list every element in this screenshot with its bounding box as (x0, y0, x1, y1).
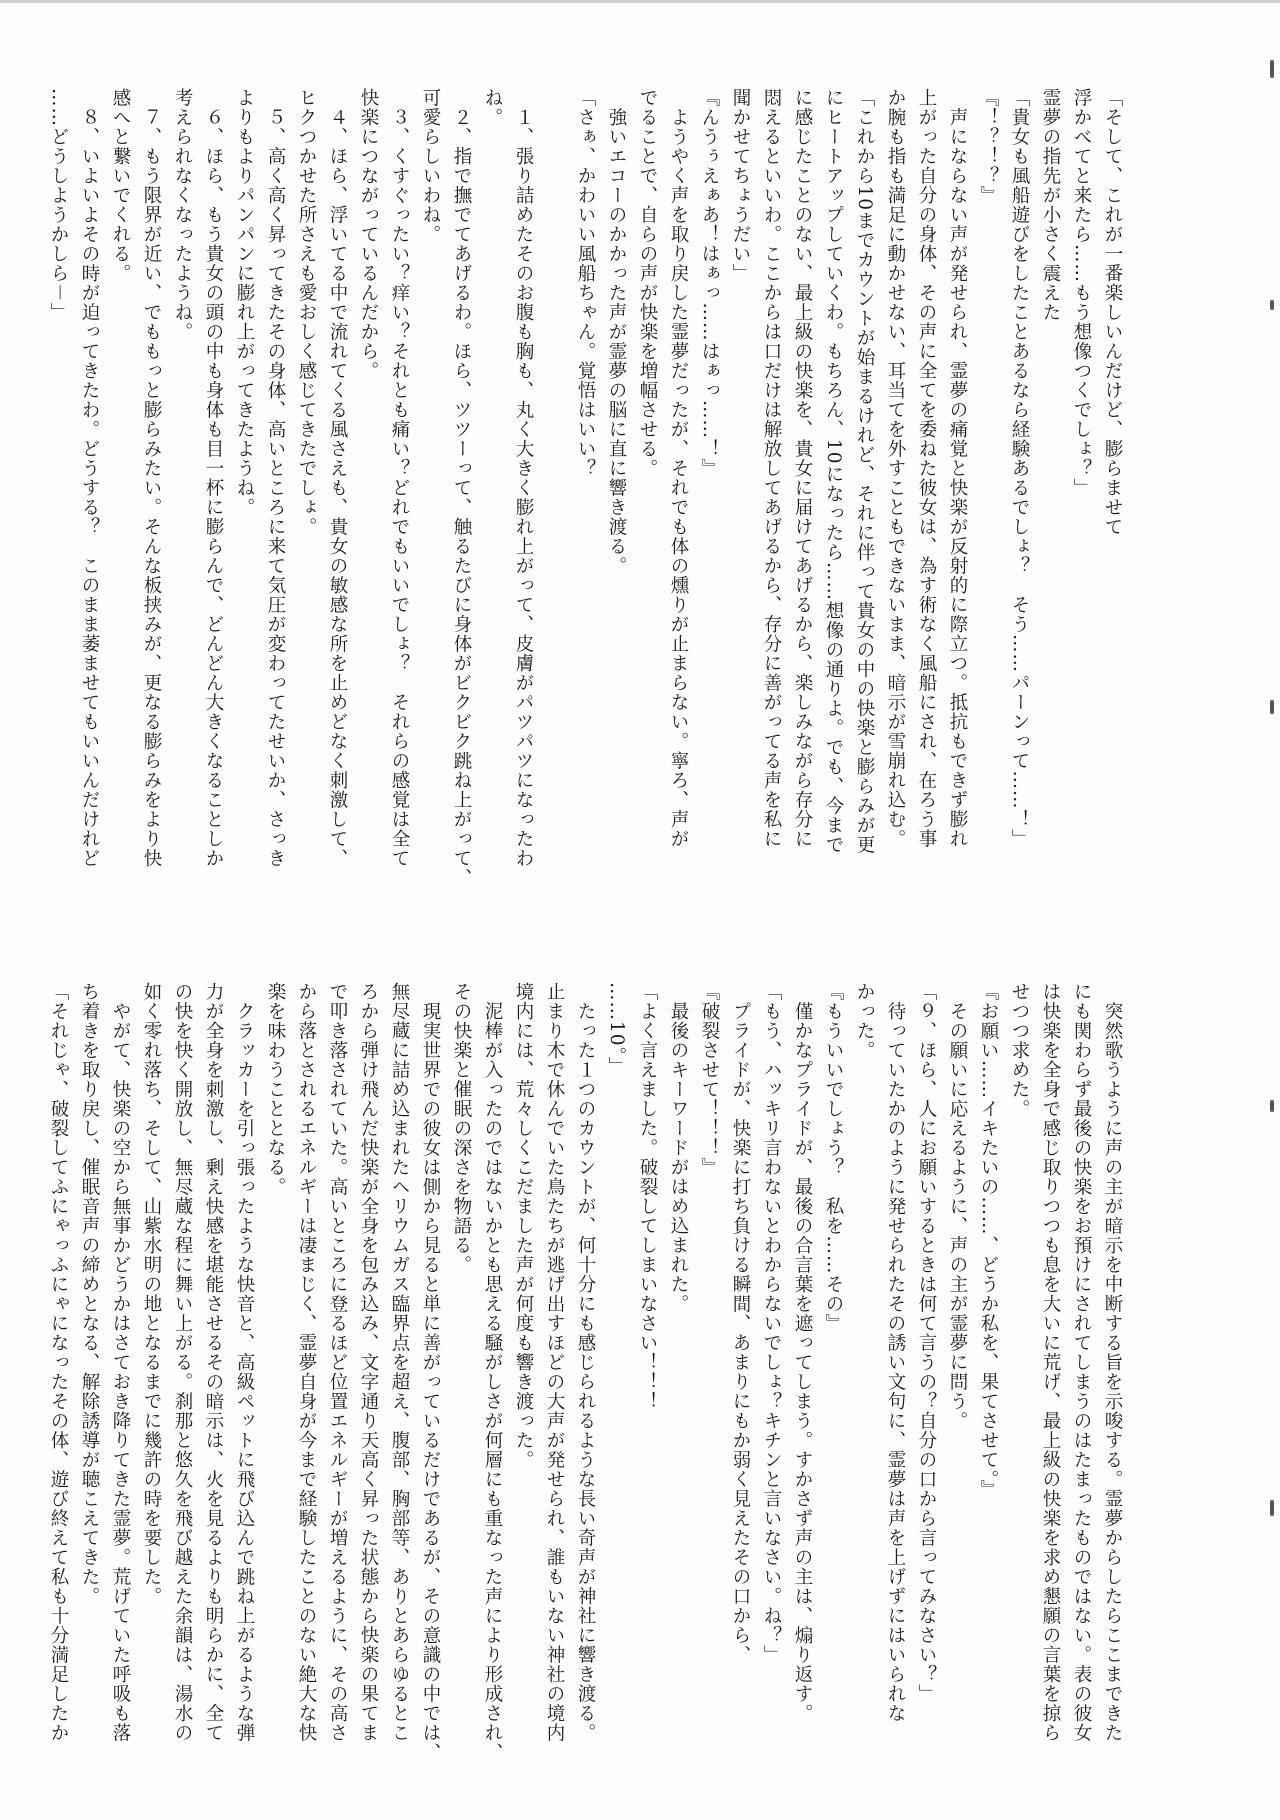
text-line: 泥棒が入ったのではないかとも思える騒がしさが何層にも重なった声により形成され、 (482, 982, 503, 1762)
text-line: やがて、快楽の空から無事かどうかはさておき降りてきた霊夢。荒げていた呼吸も落 (110, 982, 131, 1743)
text-line: よりもよりパンパンに膨れ上がってきたようね。 (234, 88, 255, 517)
text-line: 「もう、ハッキリ言わないとわからないでしょ？キチンと言いなさい。ね？」 (761, 982, 782, 1665)
text-line: でることで、自らの声が快楽を増幅させる。 (637, 88, 658, 478)
text-line: 考えられなくなったようね。 (172, 88, 193, 342)
text-line: に感じたことのない、最上級の快楽を、貴女に届けてあげるから、楽しみながら存分に (792, 88, 813, 849)
text-line: プライドが、快楽に打ち負ける瞬間、あまりにもか弱く見えたその口から、 (730, 982, 751, 1665)
text-line: 『お願い……イキたいの……、どうか私を、果てさせて。』 (978, 982, 999, 1500)
text-line: 感へと繋いでくれる。 (110, 88, 131, 283)
text-line: ち着きを取り戻し、催眠音声の締めとなる、解除誘導が聴こえてきた。 (79, 982, 100, 1606)
text-line: から落とされるエネルギーは凄まじく、霊夢自身が今まで経験したことのない絶大な快 (296, 982, 317, 1743)
text-line: ろから弾け飛んだ快楽が全身を包み込み、文字通り天高く昇った状態から快楽の果てま (358, 982, 379, 1743)
scan-top-edge (0, 0, 1280, 3)
text-line: 待っていたかのように発せられたその誘い文句に、霊夢は声を上げずにはいられな (885, 982, 906, 1723)
text-line: 力が全身を刺激し、剰え快感を堪能させるその暗示は、火を見るよりも明らかに、全て (203, 982, 224, 1743)
text-line: 止まり木で休んでいた鳥たちが逃げ出すほどの大声が発せられ、誰もいない神社の境内 (544, 982, 565, 1743)
text-line: 『もういいでしょう？ 私を……その』 (823, 982, 844, 1333)
text-line: ……どうしようかしら－」 (48, 88, 69, 323)
text-line: 「そして、これが一番楽しいんだけど、膨らませて (1102, 88, 1123, 537)
text-line: ２、指で撫でてあげるわ。ほら、ツツーって、触るたびに身体がビクビク跳ね上がって、 (451, 88, 472, 888)
text-line: その願いに応えるように、声の主が霊夢に問う。 (947, 982, 968, 1431)
text-line: 「９、ほら、人にお願いするときは何て言うの？自分の口から言ってみなさい？」 (916, 982, 937, 1704)
scan-edge-mark (1270, 1500, 1274, 1516)
text-line: 『破裂させて！！！』 (699, 982, 720, 1177)
text-line: 如く零れ落ち、そして、山紫水明の地となるまでに幾許の時を要した。 (141, 982, 162, 1606)
text-line: の快を快く開放し、無尽蔵な程に舞い上がる。刹那と悠久を飛び越えた余韻は、湯水の (172, 982, 193, 1743)
text-line: ヒクつかせた所さえも愛おしく感じてきたでしょ。 (296, 88, 317, 537)
text-line: ３、くすぐったい？痒い？それとも痛い？どれでもいいでしょ？ それらの感覚は全て (389, 88, 410, 868)
text-line: かった。 (854, 982, 875, 1060)
text-line: 『！？！？』 (978, 88, 999, 205)
text-line: 「よく言えました。破裂してしまいなさい！！！ (637, 982, 658, 1411)
text-line: その快楽と催眠の深さを物語る。 (451, 982, 472, 1275)
text-line (539, 88, 570, 868)
text-line: にも関わらず最後の快楽をお預けにされてしまうのはたまったものではない。表の彼女 (1071, 982, 1092, 1743)
text-line: ……10。」 (606, 982, 627, 1077)
text-line: 霊夢の指先が小さく震えた (1040, 88, 1061, 322)
text-line: 僅かなプライドが、最後の合言葉を遮ってしまう。すかさず声の主は、煽り返す。 (792, 982, 813, 1723)
text-line: 『んうぅえぁあ！はぁっ……はぁっ……！』 (699, 88, 720, 478)
scan-edge-mark (1270, 700, 1274, 714)
text-line: 無尽蔵に詰め込まれたヘリウムガス臨界点を超え、腹部、胸部等、ありとあらゆるとこ (389, 982, 410, 1743)
scan-edge-mark (1270, 1100, 1274, 1112)
text-line: たった１つのカウントが、何十分にも感じられるような長い奇声が神社に響き渡る。 (575, 982, 596, 1743)
text-line: 悶えるといいわ。ここからは口だけは解放してあげるから、存分に善がってる声を私に (761, 88, 782, 849)
text-line: は快楽を全身で感じ取りつつも息を大いに荒げ、最上級の快楽を求め懇願の言葉を掠ら (1040, 982, 1061, 1743)
text-line: 上がった自分の身体、その声に全てを委ねた彼女は、為す術なく風船にされ、在ろう事 (916, 88, 937, 849)
text-line: ５、高く高く昇ってきたその身体、高いところに来て気圧が変わってたせいか、さっき (265, 88, 286, 868)
text-line: ６、ほら、もう貴女の頭の中も身体も目一杯に膨らんで、どんどん大きくなることしか (203, 88, 224, 868)
text-line: 「貴女も風船遊びをしたことあるなら経験あるでしょ？ そう……パーンって……！」 (1009, 88, 1030, 849)
text-line: 境内には、荒々しくこだました声が何度も響き渡った。 (513, 982, 534, 1470)
text-line: 最後のキーワードがはめ込まれた。 (668, 982, 689, 1314)
text-line: 強いエコーのかかった声が霊夢の脳に直に響き渡る。 (606, 88, 627, 576)
scan-edge-mark (1270, 60, 1274, 78)
text-line: ようやく声を取り戻した霊夢だったが、それでも体の燻りが止まらない。寧ろ、声が (668, 88, 689, 849)
text-line: 浮かべてと来たら……もう想像つくでしょ？」 (1071, 88, 1092, 498)
text-line: 聞かせてちょうだい」 (730, 88, 751, 283)
text-line: 現実世界での彼女は側から見ると単に善がっているだけであるが、その意識の中では、 (420, 982, 441, 1762)
text-line: せつつ求めた。 (1009, 982, 1030, 1119)
text-line: 快楽につながっているんだから。 (358, 88, 379, 381)
text-line: 「それじゃ、破裂してふにゃっふにゃになったその体、遊び終えて私も十分満足したか (48, 982, 69, 1743)
text-line: 「さぁ、かわいい風船ちゃん。覚悟はいい？ (575, 88, 596, 478)
text-line: ４、ほら、浮いてる中で流れてくる風さえも、貴女の敏感な所を止めどなく刺激して、 (327, 88, 348, 868)
text-line: クラッカーを引っ張ったような快音と、高級ペットに飛び込んで跳ね上がるような弾 (234, 982, 255, 1743)
upper-text-column (48, 88, 1128, 888)
scan-edge-mark (1270, 300, 1274, 310)
text-line: 楽を味わうこととなる。 (265, 982, 286, 1197)
text-line: １、張り詰めたそのお腹も胸も、丸く大きく膨れ上がって、皮膚がパツパツになったわ (513, 88, 534, 868)
text-line: 突然歌うように声の主が暗示を中断する旨を示唆する。霊夢からしたらここまできた (1102, 982, 1123, 1743)
text-line: か腕も指も満足に動かせない、耳当てを外すこともできないまま、暗示が雪崩れ込む。 (885, 88, 906, 849)
text-line: 声にならない声が発せられ、霊夢の痛覚と快楽が反射的に際立つ。抵抗もできず膨れ (947, 88, 968, 849)
text-line: 「これから10までカウントが始まるけれど、それに伴って貴女の中の快楽と膨らみが更 (854, 88, 875, 855)
lower-text-column (48, 982, 1128, 1762)
text-line: で叩き落されていた。高いところに登るほど位置エネルギーが増えるように、その高さ (327, 982, 348, 1743)
text-line: ね。 (482, 88, 503, 127)
text-line: にヒートアップしていくわ。もちろん、10になったら……想像の通りよ。でも、今まで (823, 88, 844, 855)
text-line: 可愛らしいわね。 (420, 88, 441, 244)
text-line: ７、もう限界が近い、でももっと膨らみたい。そんな板挟みが、更なる膨らみをより快 (141, 88, 162, 868)
text-line: ８、いよいよその時が迫ってきたわ。どうする？ このまま萎ませてもいいんだけれど (79, 88, 100, 868)
